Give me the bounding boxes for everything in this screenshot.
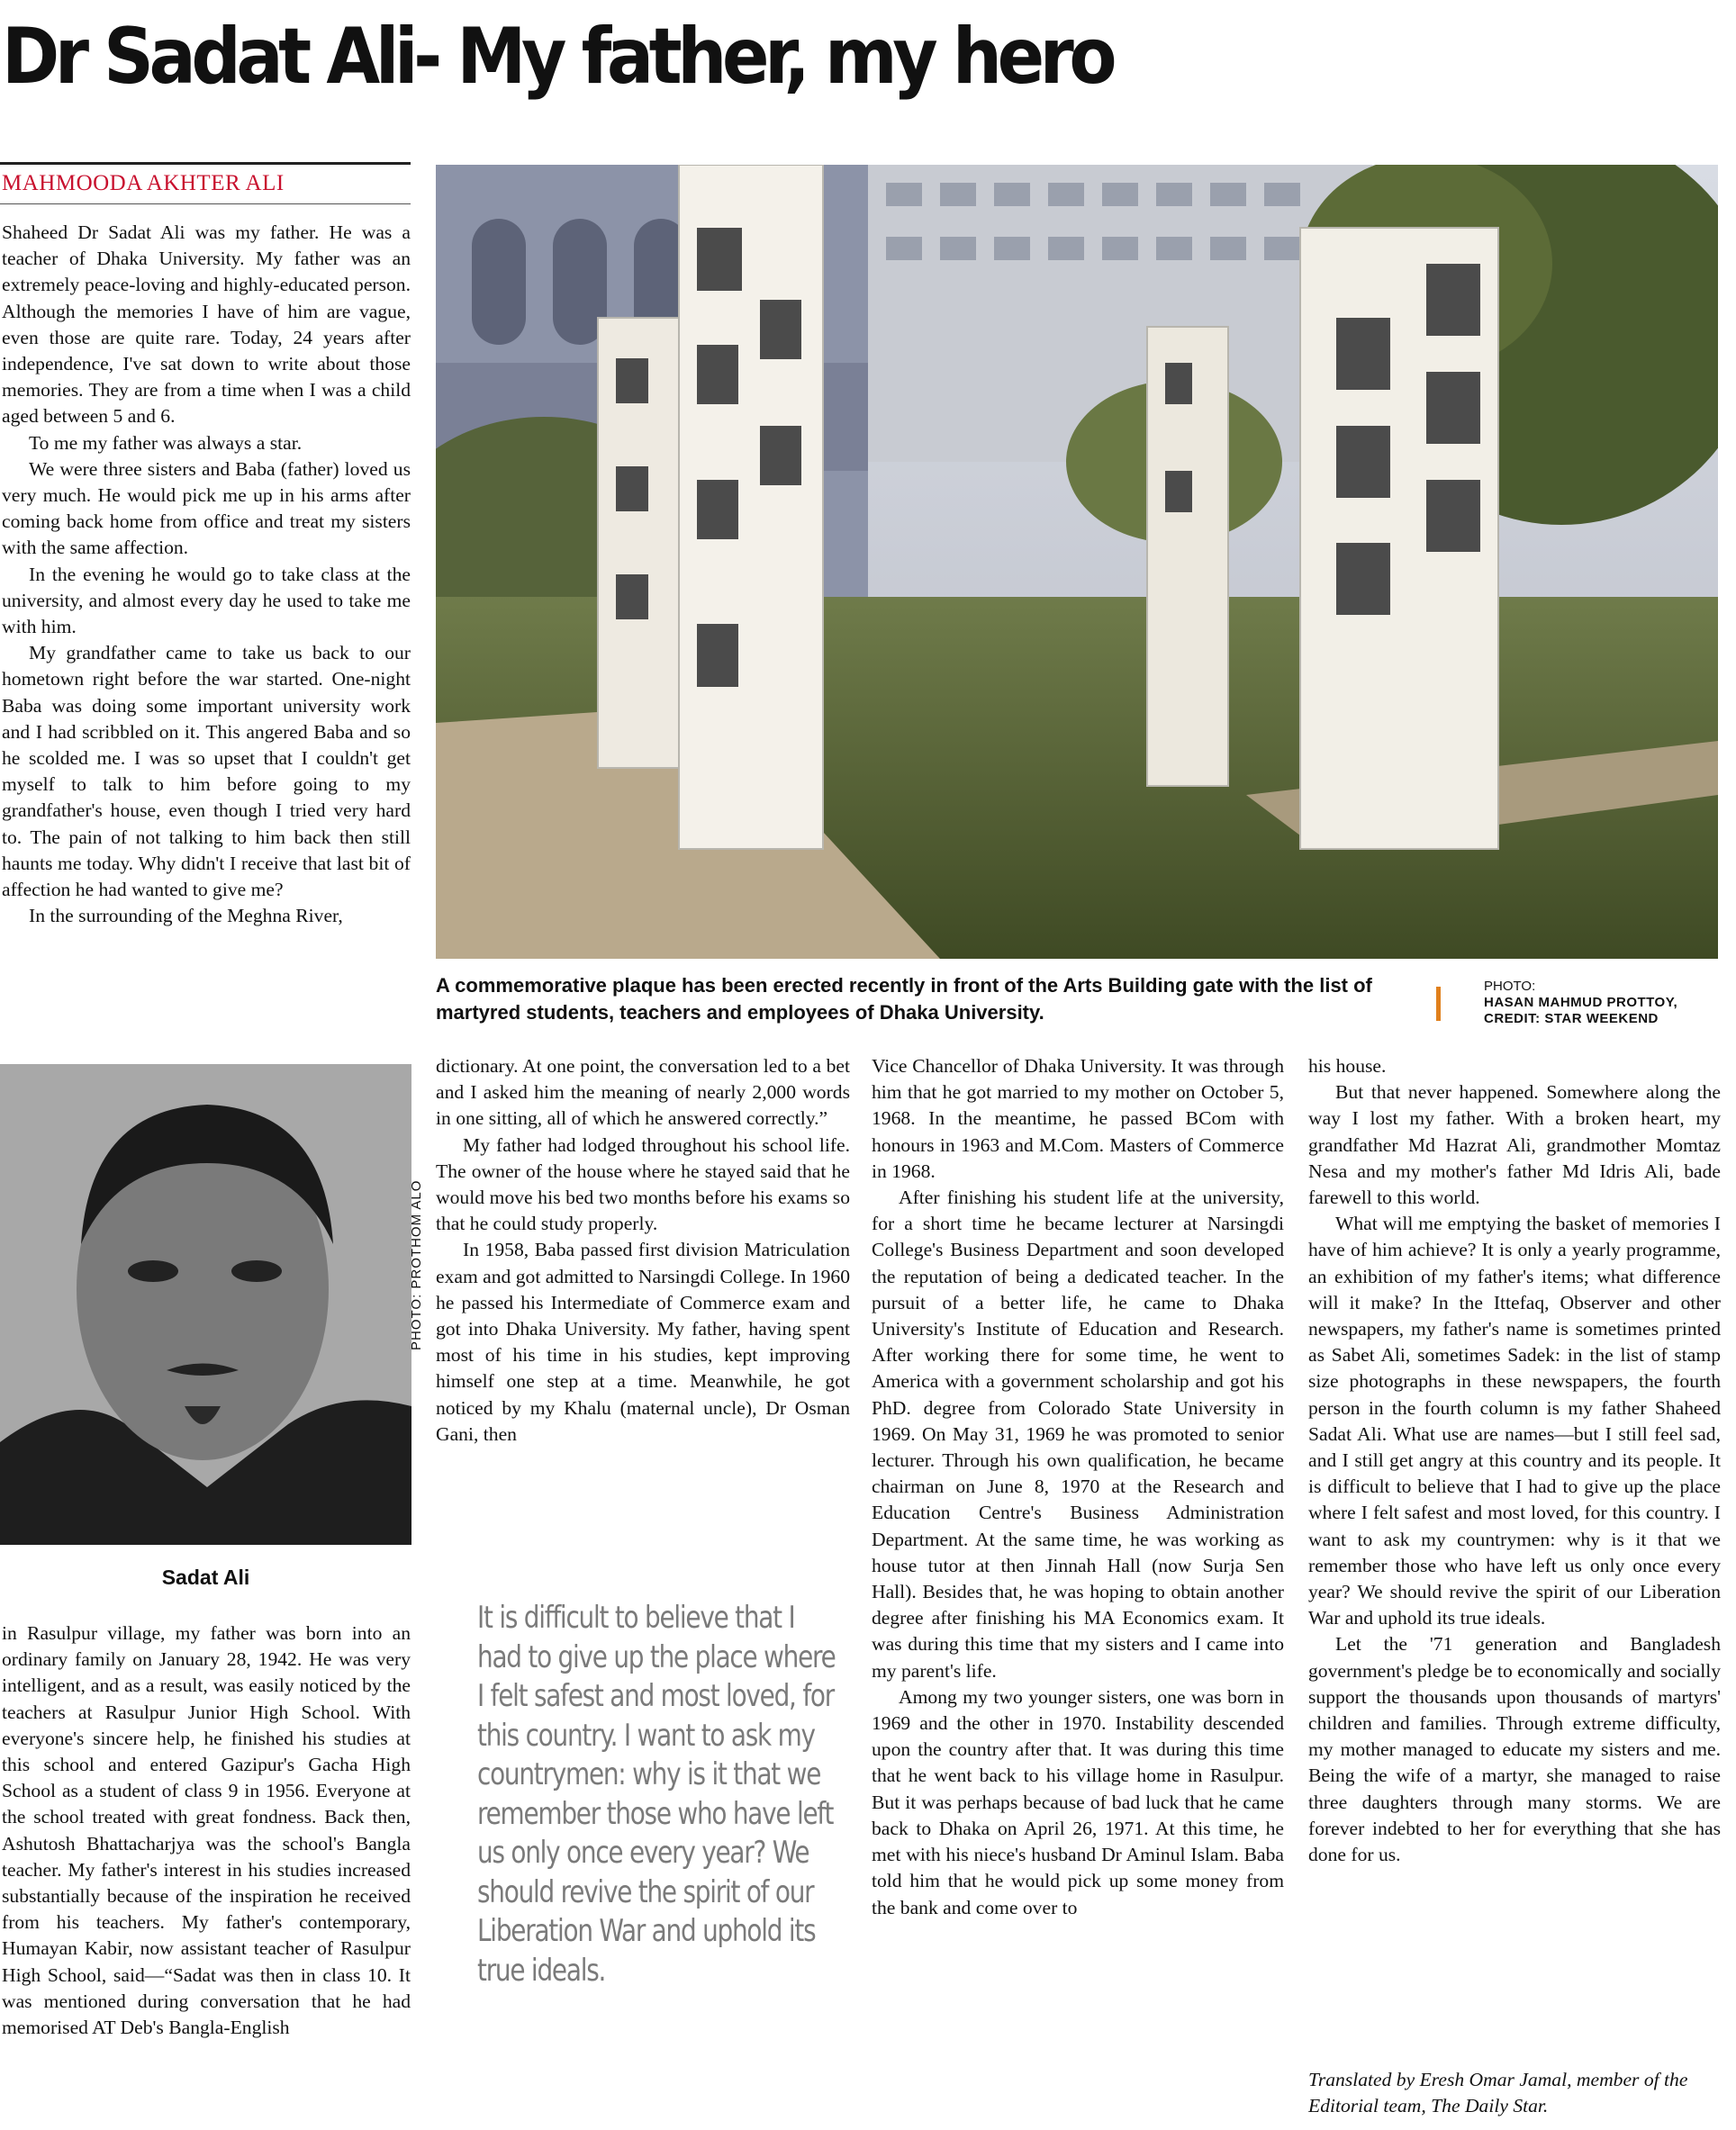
paragraph: My father had lodged throughout his school life. The owner of the house where he stayed said that he would move his bed two months before his exams so that he could study properly. [436,1133,850,1235]
paragraph: To me my father was always a star. [29,431,303,454]
byline: MAHMOODA AKHTER ALI [2,171,285,195]
photo-caption: A commemorative plaque has been erected recently in front of the Arts Building gate with the list of martyred students, teachers and employees of Dhaka University. [436,974,1372,1024]
paragraph: In the surrounding of the Meghna River, [29,905,343,927]
portrait-caption: Sadat Ali [161,1566,250,1589]
paragraph: My grandfather came to take us back to our hometown right before the war started. One-night Baba was doing some important university work and I had scribbled on it. This angered Baba and so he scolded me. I was so upset that I couldn't get myself to talk to him before going to my grandfather's house, even though I tried very hard to. The pain of not talking to him back then still haunts me today. Why didn't I receive that last bit of affection he had wanted to give me? [2,642,411,901]
portrait-credit: PHOTO: PROTHOM ALO [409,1179,424,1350]
column-1-top [2,220,411,1048]
paragraph: In the evening he would go to take class at the university, and almost every day he used to take me with him. [2,563,411,638]
portrait-photo [0,1064,411,1545]
photo-credit-label: PHOTO: [1484,979,1536,994]
memorial-plaque-photo [436,165,1718,959]
column-4 [1308,1053,1721,2053]
column-1-bottom [2,1620,411,2125]
credit-accent-bar [1436,987,1441,1021]
photo-credit-source: CREDIT: STAR WEEKEND [1484,1011,1659,1026]
paragraph: Shaheed Dr Sadat Ali was my father. He was a teacher of Dhaka University. My father was an extremely peace-loving and highly-educated person. Although the memories I have of him are vague, even those are quite rare. Today, 24 years after independence, I've sat down to write about those memories. They are from a time when I was a child aged between 5 and 6. [2,221,411,428]
paragraph: We were three sisters and Baba (father) loved us very much. He would pick me up in his arms after coming back home from office and treat my sisters with the same affection. [2,457,411,559]
paragraph: Let the '71 generation and Bangladesh government's pledge be to economically and socially support the thousands upon thousands of martyrs' children and families. Through extreme difficulty, my mother managed to educate my sisters and me. Being the wife of a martyr, she managed to raise three daughters through many storms. We are forever indebted to her for everything that she has done for us. [1308,1633,1721,1866]
paragraph: Among my two younger sisters, one was born in 1969 and the other in 1970. Instability descended upon the country after that. It was during this time that he went back to his village home in Rasulpur. But it was perhaps because of bad luck that he came back to Dhaka on April 26, 1971. At this time, he met with his niece's husband Dr Aminul Islam. Baba told him that he would pick up some money from the bank and come over to [872,1685,1284,1918]
byline-top-rule [0,162,411,165]
paragraph: dictionary. At one point, the conversation led to a bet and I asked him the meaning of nearly 2,000 words in one sitting, all of which he answered correctly.” [436,1055,850,1130]
photo-credit-name: HASAN MAHMUD PROTTOY, [1484,995,1678,1010]
paragraph: in Rasulpur village, my father was born into an ordinary family on January 28, 1942. He was very intelligent, and as a result, was easily noticed by the teachers at Rasulpur Junior High School. With everyone's sincere help, he finished his studies at this school and entered Gazipur's Gacha High School as a student of class 9 in 1956. Everyone at the school treated with great fondness. Back then, Ashutosh Bhattacharjya was the school's Bangla teacher. My father's interest in his studies increased substantially because of the inspiration he received from his teachers. My father's contemporary, Humayan Kabir, now assistant teacher of Rasulpur High School, said—“Sadat was then in class 10. It was mentioned during conversation that he had memorised AT Deb's Bangla-English [2,1622,411,2039]
translator-note: Translated by Eresh Omar Jamal, member of the Editorial team, The Daily Star. [1308,2069,1688,2116]
paragraph: In 1958, Baba passed first division Matriculation exam and got admitted to Narsingdi College. In 1960 he passed his Intermediate of Commerce exam and got into Dhaka University. My father, having spent most of his time in his studies, kept improving himself one step at a time. Meanwhile, he got noticed by my Khalu (maternal uncle), Dr Osman Gani, then [436,1239,850,1445]
photo-credit [1484,979,1736,1033]
byline-bottom-rule [0,203,411,204]
paragraph: What will me emptying the basket of memories I have of him achieve? It is only a yearly programme, an exhibition of my father's items; what difference will it make? In the Ittefaq, Observer and other newspapers, my father's name is sometimes printed as Sabet Ali, sometimes Sadek: in the list of stamp size photographs in these newspapers, the fourth person in the fourth column is my father Shaheed Sadat Ali. What use are names—but I still feel sad, and I still get angry at this country and its people. It is difficult to believe that I had to give up the place where I felt safest and most loved, for this country. I want to ask my countrymen: why is it that we remember those who have left us only once every year? We should revive the spirit of our Liberation War and uphold its true ideals. [1308,1213,1721,1629]
headline: Dr Sadat Ali- My father, my hero [2,12,1113,102]
column-2 [436,1053,850,1557]
paragraph: After finishing his student life at the university, for a short time he became lecturer at Narsingdi College's Business Department and soon developed the reputation of being a dedicated teacher. In the pursuit of a better life, he came to Dhaka University's Institute of Education and Research. After working there for some time, he went to America with a government scholarship and got his PhD. degree from Colorado State University in 1969. On May 31, 1969 he was promoted to senior lecturer. Through his own qualification, he became chairman on June 8, 1970 at the Research and Education Centre's Business Administration Department. At the same time, he was working as house tutor at then Jinnah Hall (now Surja Sen Hall). Besides that, he was hoping to obtain another degree after finishing his MA Economics exam. It was during this time that my sisters and I came into my parent's life. [872,1187,1284,1682]
column-3 [872,1053,1284,2125]
paragraph: his house. [1308,1055,1387,1077]
pull-quote: It is difficult to believe that I had to give up the place where I felt safest and most loved, for this country. I want to ask my countrymen: why is it that we remember those who have left us only once every year? We should revive the spirit of our Liberation War and uphold its true ideals. [477,1600,836,1989]
paragraph: Vice Chancellor of Dhaka University. It was through him that he got married to my mother on October 5, 1968. In the meantime, he passed BCom with honours in 1963 and M.Com. Masters of Commerce in 1968. [872,1055,1284,1182]
paragraph: But that never happened. Somewhere along the way I lost my father. With a broken heart, my grandfather Md Hazrat Ali, grandmother Momtaz Nesa and my mother's father Md Idris Ali, bade farewell to this world. [1308,1081,1721,1209]
